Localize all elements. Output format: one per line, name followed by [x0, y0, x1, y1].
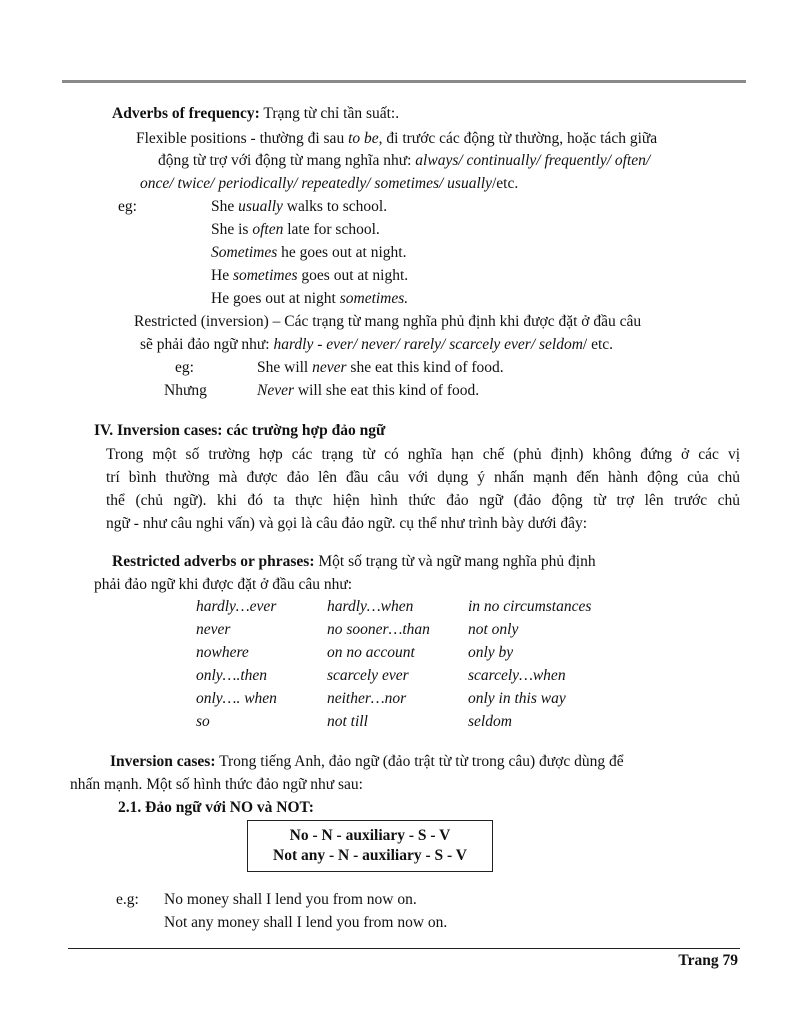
frequency-heading	[112, 104, 399, 124]
adverb-cell: in no circumstances	[468, 598, 592, 615]
nhung-label: Nhưng	[164, 382, 207, 399]
adverb-cell: hardly…ever	[196, 598, 277, 615]
eg-label: eg:	[118, 198, 137, 215]
adverb-row	[196, 713, 648, 736]
adverb-row	[196, 667, 648, 690]
example-6: She will never she eat this kind of food.	[257, 359, 504, 376]
example-not-any-money: Not any money shall I lend you from now on.	[164, 914, 448, 931]
example-4: He sometimes goes out at night.	[211, 267, 409, 284]
example-3: Sometimes he goes out at night.	[211, 244, 407, 261]
flexible-line-2: động từ trợ với động từ mang nghĩa như: always/ continually/ frequently/ often/	[158, 152, 651, 169]
restricted-line-1: Restricted (inversion) – Các trạng từ mang nghĩa phủ định khi được đặt ở đầu câu	[134, 313, 642, 330]
adverb-cell: scarcely ever	[327, 667, 409, 684]
inversion-intro: nhấn mạnh. Một số hình thức đảo ngữ như sau:	[70, 776, 363, 793]
page-number: Trang 79	[678, 952, 738, 969]
header-rule	[62, 80, 746, 83]
adverb-cell: nowhere	[196, 644, 249, 661]
adverb-row	[196, 644, 648, 667]
inversion-heading: Inversion cases: Trong tiếng Anh, đảo ngữ (đảo trật từ từ trong câu) được dùng để	[110, 753, 624, 770]
formula-box	[247, 820, 493, 872]
restricted-heading: Restricted adverbs or phrases: Một số trạng từ và ngữ mang nghĩa phủ định	[112, 553, 596, 570]
example-no-money: No money shall I lend you from now on.	[164, 891, 417, 908]
formula-not-any: Not any - N - auxiliary - S - V	[273, 847, 467, 864]
adverb-cell: only….then	[196, 667, 268, 684]
adverb-cell: seldom	[468, 713, 512, 730]
example-2: She is often late for school.	[211, 221, 380, 238]
section-iv-paragraph: Trong một số trường hợp các trạng từ có nghĩa hạn chế (phủ định) không đứng ở các vị trí bình thường mà được đảo lên đầu câu với dụng ý nhấn mạnh đến hành động của chủ thể (chủ ngữ). khi đó ta thực hiện hình thức đảo ngữ (đảo động từ trợ lên trước chủ ngữ - như câu nghi vấn) và gọi là câu đảo ngữ. cụ thể như trình bày dưới đây:	[106, 446, 740, 532]
eg2-label: eg:	[175, 359, 194, 376]
adverb-cell: not only	[468, 621, 519, 638]
adverb-cell: not till	[327, 713, 368, 730]
restricted-intro: phải đảo ngữ khi được đặt ở đầu câu như:	[94, 576, 353, 593]
formula-no: No - N - auxiliary - S - V	[289, 827, 451, 844]
footer-rule	[68, 948, 740, 949]
frequency-title: Adverbs of frequency:	[112, 105, 260, 122]
eg3-label: e.g:	[116, 891, 139, 908]
adverb-cell: only by	[468, 644, 514, 661]
adverb-cell: so	[196, 713, 210, 730]
adverb-cell: never	[196, 621, 231, 638]
adverb-cell: only…. when	[196, 690, 277, 707]
flexible-line-3: once/ twice/ periodically/ repeatedly/ sometimes/ usually/etc.	[140, 175, 519, 192]
adverb-cell: scarcely…when	[468, 667, 566, 684]
example-1: She usually walks to school.	[211, 198, 388, 215]
sub-heading-no-not: 2.1. Đảo ngữ với NO và NOT:	[118, 799, 314, 816]
adverb-cell: hardly…when	[327, 598, 414, 615]
restricted-line-2: sẽ phải đảo ngữ như: hardly - ever/ never/ rarely/ scarcely ever/ seldom/ etc.	[140, 336, 614, 353]
adverb-cell: only in this way	[468, 690, 566, 707]
example-5: He goes out at night sometimes.	[211, 290, 409, 307]
adverb-cell: neither…nor	[327, 690, 407, 707]
frequency-title-rest: Trạng từ chỉ tần suất:.	[259, 105, 400, 122]
example-7: Never will she eat this kind of food.	[257, 382, 480, 399]
restricted-adverbs-table	[196, 598, 648, 736]
section-iv-heading: IV. Inversion cases: các trường hợp đảo ngữ	[94, 422, 386, 439]
flexible-line-1: Flexible positions - thường đi sau to be, đi trước các động từ thường, hoặc tách giữa	[136, 130, 658, 147]
adverb-row	[196, 621, 648, 644]
adverb-cell: on no account	[327, 644, 415, 661]
adverb-row	[196, 598, 648, 621]
adverb-cell: no sooner…than	[327, 621, 430, 638]
adverb-row	[196, 690, 648, 713]
